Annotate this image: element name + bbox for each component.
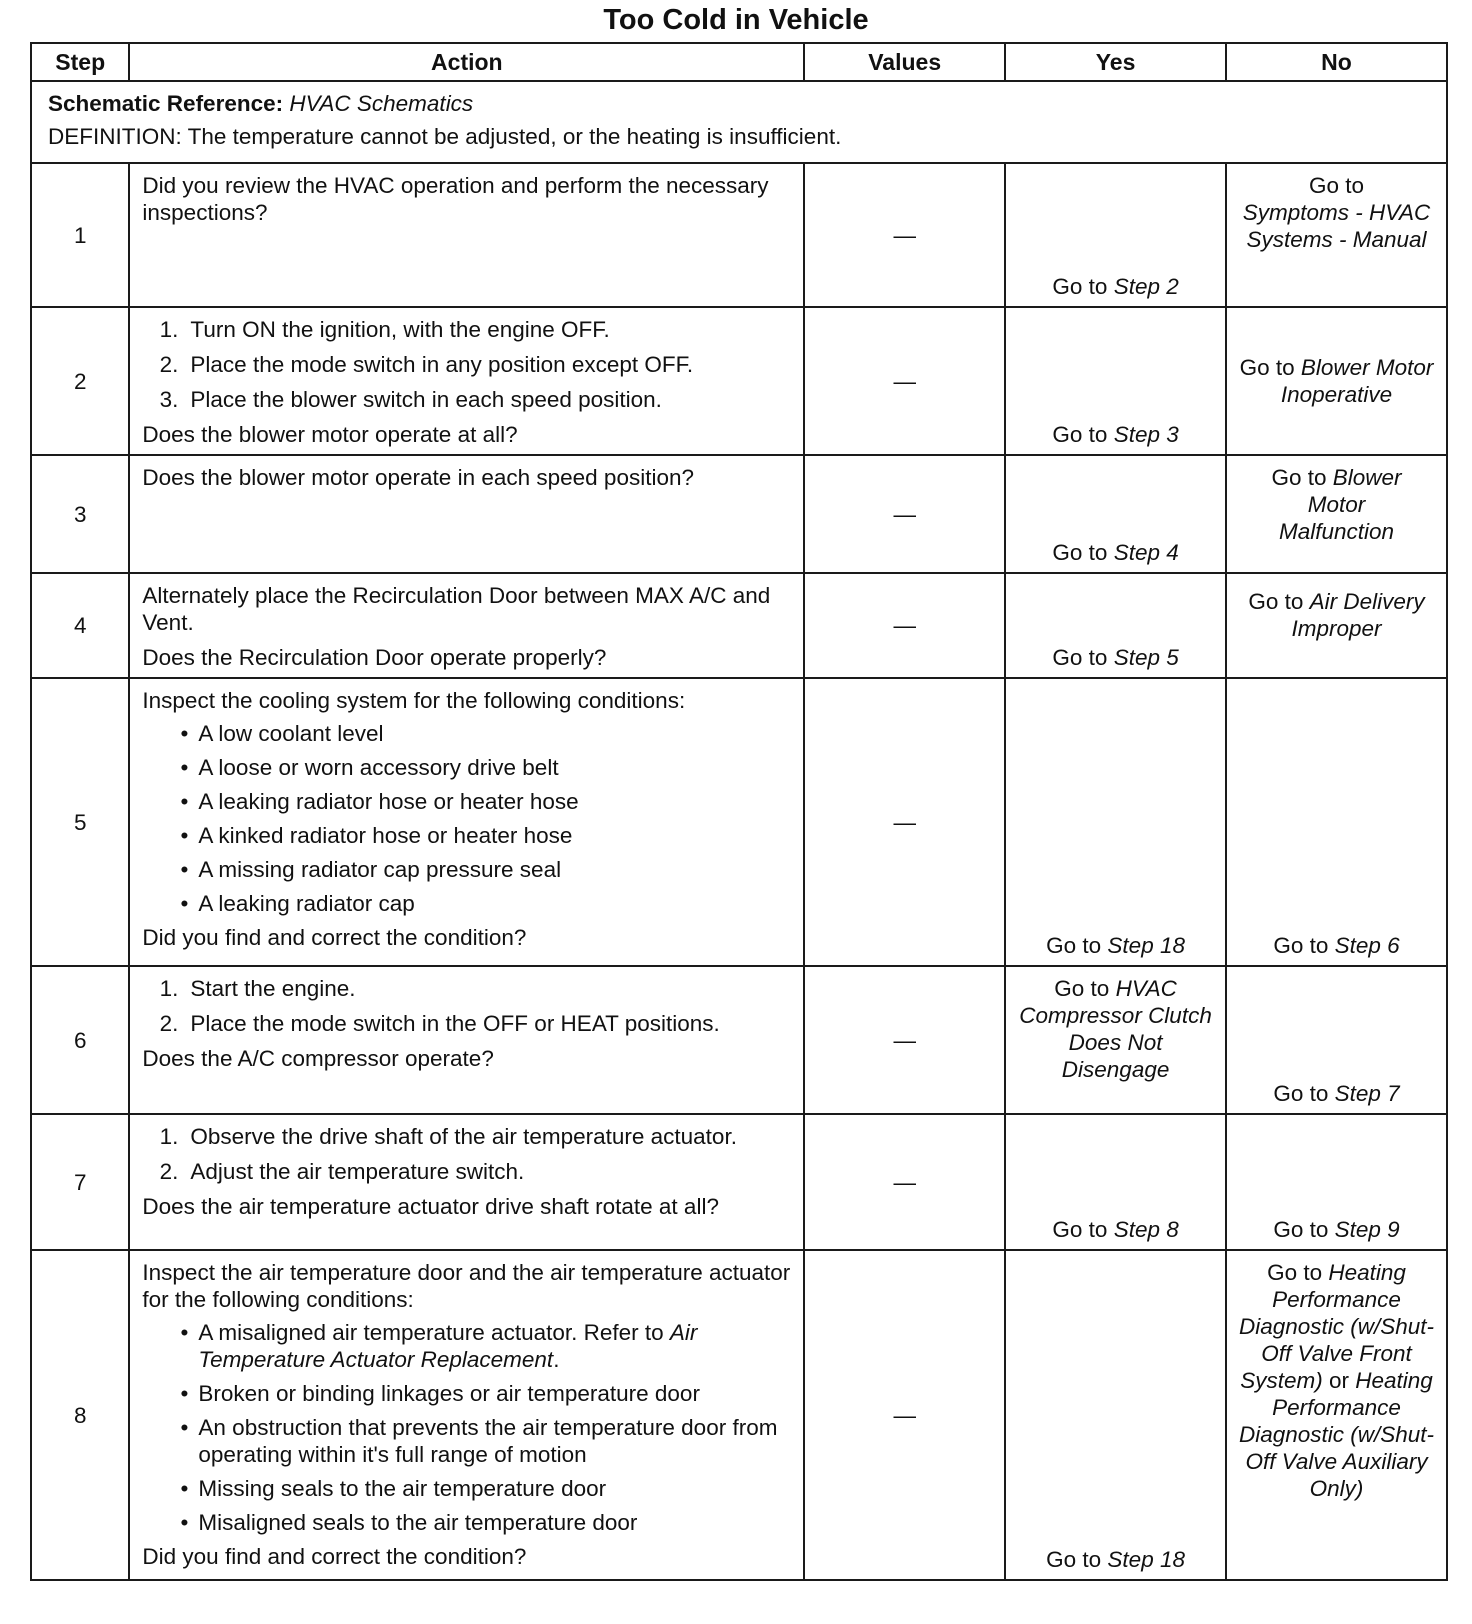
list-item: • A low coolant level: [180, 721, 384, 746]
list-item: 2. Place the mode switch in any position except OFF.: [159, 352, 694, 377]
list-item: • Misaligned seals to the air temperature door: [180, 1510, 638, 1535]
yes-cell: [1005, 573, 1226, 678]
step-number: 5: [31, 678, 129, 966]
no-cell: [1226, 163, 1447, 307]
action-question: Did you find and correct the condition?: [142, 925, 527, 950]
value-cell: —: [804, 455, 1005, 573]
action-cell: [129, 573, 804, 678]
no-cell: [1226, 1250, 1447, 1580]
action-cell: [129, 307, 804, 455]
table-row: [31, 966, 1447, 1114]
action-question: Does the blower motor operate at all?: [142, 422, 518, 447]
schematic-reference-link[interactable]: HVAC Schematics: [289, 91, 474, 116]
yes-link[interactable]: Step 3: [1113, 422, 1179, 447]
step-number: 3: [31, 455, 129, 573]
schematic-reference-label: Schematic Reference:: [48, 91, 284, 116]
no-link[interactable]: Step 9: [1334, 1217, 1400, 1242]
list-item: • An obstruction that prevents the air temperature door from operating within it's full range of motion: [180, 1415, 778, 1467]
action-question: Does the air temperature actuator drive shaft rotate at all?: [142, 1194, 719, 1219]
action-intro: Alternately place the Recirculation Door between MAX A/C and Vent.: [142, 583, 771, 635]
column-header-values: Values: [804, 43, 1005, 81]
list-item: 2. Place the mode switch in the OFF or HEAT positions.: [159, 1011, 720, 1036]
step-number: 7: [31, 1114, 129, 1250]
table-row: [31, 1114, 1447, 1250]
no-prefix: Go to: [1239, 355, 1295, 380]
value-cell: —: [804, 163, 1005, 307]
yes-cell: [1005, 1250, 1226, 1580]
numbered-list: [142, 1123, 793, 1185]
action-cell: [129, 1250, 804, 1580]
table-row: [31, 307, 1447, 455]
no-prefix: Go to: [1273, 1217, 1329, 1242]
action-question: Did you find and correct the condition?: [142, 1544, 527, 1569]
yes-prefix: Go to: [1052, 645, 1108, 670]
list-item: • A loose or worn accessory drive belt: [180, 755, 559, 780]
table-row: [31, 455, 1447, 573]
table-row: [31, 1250, 1447, 1580]
yes-prefix: Go to: [1052, 274, 1108, 299]
table-row: [31, 163, 1447, 307]
list-item: • Missing seals to the air temperature door: [180, 1476, 607, 1501]
yes-cell: [1005, 307, 1226, 455]
page-title: Too Cold in Vehicle: [603, 4, 869, 36]
no-link[interactable]: Step 6: [1334, 933, 1400, 958]
action-question: Does the A/C compressor operate?: [142, 1046, 494, 1071]
no-cell: [1226, 678, 1447, 966]
no-prefix: Go to: [1273, 1081, 1329, 1106]
no-link-front-system[interactable]: Heating Performance Diagnostic (w/Shut-Off Valve Front System): [1238, 1260, 1435, 1393]
reference-row: [31, 81, 1447, 163]
yes-link[interactable]: Step 2: [1113, 274, 1179, 299]
header-row: [31, 43, 1447, 81]
action-question: Does the Recirculation Door operate properly?: [142, 645, 607, 670]
no-link[interactable]: Blower Motor Inoperative: [1280, 355, 1434, 407]
yes-prefix: Go to: [1054, 976, 1110, 1001]
yes-prefix: Go to: [1046, 1547, 1102, 1572]
no-prefix: Go to: [1273, 933, 1329, 958]
list-item: 2. Adjust the air temperature switch.: [159, 1159, 525, 1184]
yes-cell: [1005, 678, 1226, 966]
list-item: • Broken or binding linkages or air temperature door: [180, 1381, 700, 1406]
bullet-list: [142, 1319, 793, 1536]
list-item: • A kinked radiator hose or heater hose: [180, 823, 573, 848]
value-cell: —: [804, 573, 1005, 678]
action-question: Did you review the HVAC operation and perform the necessary inspections?: [142, 173, 769, 225]
bullet-list: [142, 720, 793, 917]
no-link[interactable]: Symptoms - HVAC Systems - Manual: [1242, 200, 1431, 252]
value-cell: —: [804, 1250, 1005, 1580]
step-number: 4: [31, 573, 129, 678]
column-header-step: Step: [31, 43, 129, 81]
yes-cell: [1005, 1114, 1226, 1250]
yes-cell: [1005, 966, 1226, 1114]
column-header-yes: Yes: [1005, 43, 1226, 81]
no-link[interactable]: Air Delivery Improper: [1291, 589, 1425, 641]
list-item: • A missing radiator cap pressure seal: [180, 857, 562, 882]
no-link[interactable]: Step 7: [1334, 1081, 1400, 1106]
numbered-list: [142, 975, 793, 1037]
no-cell: [1226, 573, 1447, 678]
value-cell: —: [804, 678, 1005, 966]
yes-link[interactable]: Step 18: [1107, 933, 1185, 958]
list-item: 3. Place the blower switch in each speed position.: [159, 387, 662, 412]
action-cell: [129, 1114, 804, 1250]
list-item: 1. Start the engine.: [159, 976, 356, 1001]
numbered-list: [142, 316, 793, 413]
replacement-link[interactable]: Air Temperature Actuator Replacement: [198, 1320, 698, 1372]
list-item: • A leaking radiator hose or heater hose: [180, 789, 579, 814]
value-cell: —: [804, 1114, 1005, 1250]
no-prefix: Go to: [1309, 173, 1365, 198]
definition-text: DEFINITION: The temperature cannot be adjusted, or the heating is insufficient.: [48, 124, 842, 149]
step-number: 8: [31, 1250, 129, 1580]
list-item: 1. Turn ON the ignition, with the engine OFF.: [159, 317, 610, 342]
reference-cell: [31, 81, 1447, 163]
action-cell: [129, 163, 804, 307]
no-cell: [1226, 455, 1447, 573]
list-item: 1. Observe the drive shaft of the air temperature actuator.: [159, 1124, 737, 1149]
yes-prefix: Go to: [1052, 540, 1108, 565]
no-cell: [1226, 307, 1447, 455]
table-row: [31, 573, 1447, 678]
action-cell: [129, 455, 804, 573]
yes-prefix: Go to: [1052, 1217, 1108, 1242]
column-header-no: No: [1226, 43, 1447, 81]
no-prefix: Go to: [1267, 1260, 1323, 1285]
step-number: 1: [31, 163, 129, 307]
step-number: 2: [31, 307, 129, 455]
no-cell: [1226, 1114, 1447, 1250]
step-number: 6: [31, 966, 129, 1114]
yes-cell: [1005, 455, 1226, 573]
value-cell: —: [804, 307, 1005, 455]
yes-prefix: Go to: [1052, 422, 1108, 447]
schematic-reference: [48, 90, 1432, 117]
column-header-action: Action: [129, 43, 804, 81]
diagnostic-table: [30, 42, 1448, 1581]
yes-link[interactable]: HVAC Compressor Clutch Does Not Disengage: [1019, 976, 1212, 1082]
yes-cell: [1005, 163, 1226, 307]
value-cell: —: [804, 966, 1005, 1114]
yes-link[interactable]: Step 18: [1107, 1547, 1185, 1572]
action-intro: Inspect the air temperature door and the air temperature actuator for the following conditions:: [142, 1260, 791, 1312]
no-prefix: Go to: [1271, 465, 1327, 490]
action-cell: [129, 966, 804, 1114]
yes-link[interactable]: Step 8: [1113, 1217, 1179, 1242]
yes-link[interactable]: Step 4: [1113, 540, 1179, 565]
list-item: • A leaking radiator cap: [180, 891, 415, 916]
no-cell: [1226, 966, 1447, 1114]
no-link[interactable]: Blower Motor Malfunction: [1278, 465, 1402, 544]
action-intro: Inspect the cooling system for the following conditions:: [142, 688, 686, 713]
no-prefix: Go to: [1248, 589, 1304, 614]
yes-prefix: Go to: [1046, 933, 1102, 958]
list-item: • A misaligned air temperature actuator. Refer to Air Temperature Actuator Replacement.: [180, 1320, 698, 1372]
no-link-auxiliary[interactable]: Heating Performance Diagnostic (w/Shut-Off Valve Auxiliary Only): [1238, 1368, 1435, 1501]
no-or: or: [1328, 1368, 1349, 1393]
yes-link[interactable]: Step 5: [1113, 645, 1179, 670]
action-cell: [129, 678, 804, 966]
table-row: [31, 678, 1447, 966]
action-question: Does the blower motor operate in each speed position?: [142, 465, 694, 490]
